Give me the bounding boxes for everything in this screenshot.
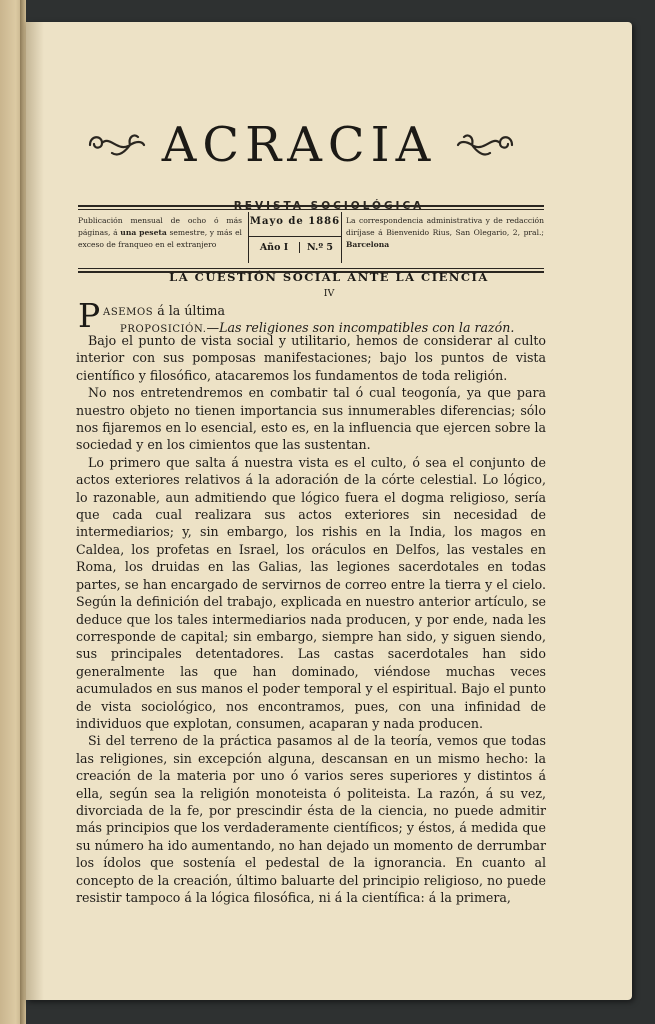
- article-body: [76, 297, 546, 906]
- issue-number: N.º 5: [299, 242, 340, 253]
- issue-info: [248, 212, 342, 263]
- issue-date: Mayo de 1886: [249, 216, 341, 227]
- opening-line: ASEMOS á la última: [103, 303, 225, 318]
- proposition-line: PROPOSICIÓN.—Las religiones son incompatibles con la razón.: [120, 320, 515, 335]
- ornament-left-icon: [84, 127, 146, 163]
- paragraph: Lo primero que salta á nuestra vista es el culto, ó sea el conjunto de actos exteriores relativos á la adoración de la córte celestial. Lo lógico, lo razonable, aun admitiendo que lógico fuera el dogma religioso, sería que cada cual realizara sus actos exteriores sin necesidad de intermediarios; y, sin embargo, los rishis en la India, los magos en Caldea, los profetas en Israel, los oráculos en Delfos, las vestales en Roma, los druidas en las Galias, las legiones sacerdotales en todas partes, se han encargado de servirnos de correo entre la tierra y el cielo. Según la definición del trabajo, explicada en nuestro anterior artículo, se deduce que los tales intermediarios nada producen, y por ende, nada les corresponde de capital; sin embargo, siempre han sido, y siguen siendo, sus principales detentadores. Las castas sacerdotales han sido generalmente las que han dominado, viéndose muchas veces acumulados en sus manos el poder temporal y el espiritual. Bajo el punto de vista sociológico, nos encontramos, pues, con una infinidad de individuos que explotan, consumen, acaparan y nada producen.: [76, 454, 546, 731]
- paragraph: No nos entretendremos en combatir tal ó cual teogonía, ya que para nuestro objeto no tienen importancia sus innumerables diferencias; sólo nos fijaremos en lo esencial, esto es, en la influencia que ejercen sobre la sociedad y en los cimientos que las sustentan.: [76, 385, 546, 453]
- section-number: IV: [323, 288, 335, 299]
- journal-subtitle: REVISTA SOCIOLÓGICA: [233, 200, 425, 212]
- correspondence-info: La correspondencia administrativa y de redacción diríjase á Bienvenido Rius, San Olegario, 2, pral.; Barcelona: [346, 216, 544, 249]
- divider: [249, 236, 341, 237]
- masthead: [26, 117, 632, 212]
- issue-year: Año I: [259, 242, 289, 253]
- article-opening: [76, 296, 546, 335]
- publication-info-box: [78, 205, 544, 273]
- subscription-info: Publicación mensual de ocho ó más páginas, á una peseta semestre, y más el exceso de franqueo en el extranjero: [78, 216, 242, 249]
- ornament-right-icon: [456, 127, 518, 163]
- drop-cap: P: [78, 296, 101, 335]
- article-title: LA CUESTIÓN SOCIAL ANTE LA CIENCIA: [169, 270, 489, 284]
- paragraph: Bajo el punto de vista social y utilitario, hemos de considerar al culto interior con sus pomposas manifestaciones; bajo los puntos de vista científico y filosófico, atacaremos los fundamentos de toda religión.: [76, 333, 546, 383]
- paragraph: Si del terreno de la práctica pasamos al de la teoría, vemos que todas las religiones, sin excepción alguna, descansan en un mismo hecho: la creación de la materia por uno ó varios seres superiores y distintos á ella, según sea la religión monoteista ó politeista. La razón, á su vez, divorciada de la fe, por prescindir ésta de la ciencia, no puede admitir más principios que los verdaderamente científicos; y éstos, á medida que su número ha ido aumentando, no han dejado un momento de derrumbar los ídolos que sostenía el pedestal de la ignorancia. En cuanto al concepto de la creación, último baluarte del principio religioso, no puede resistir tampoco á la lógica filosófica, ni á la científica: á la primera,: [76, 733, 546, 905]
- journal-title: ACRACIA: [161, 117, 437, 173]
- journal-page: [26, 22, 632, 1000]
